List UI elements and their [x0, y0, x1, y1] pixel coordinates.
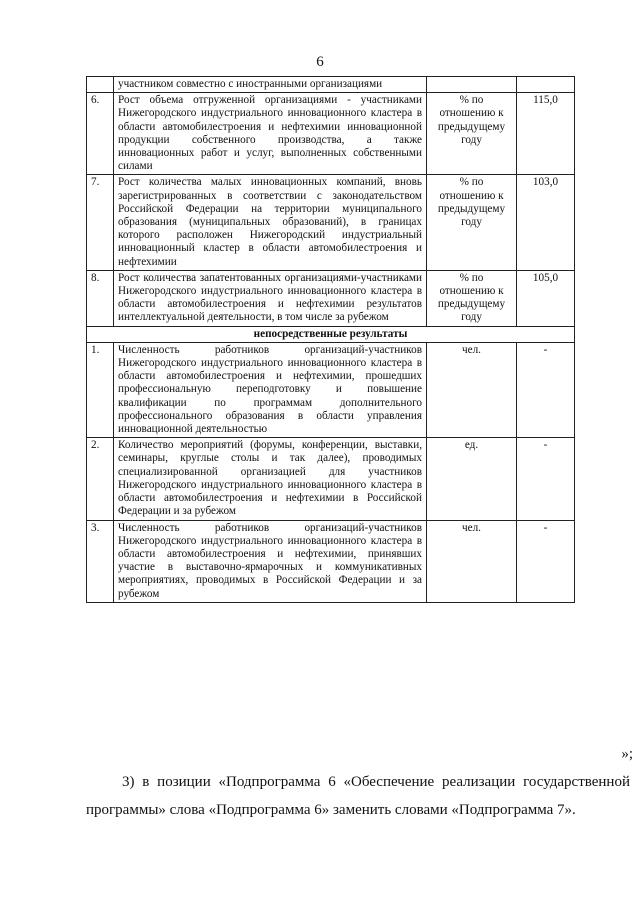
row-value: 105,0 [517, 270, 575, 326]
section-title: непосредственные результаты [87, 326, 575, 342]
row-value: 103,0 [517, 175, 575, 270]
row-unit [427, 77, 517, 93]
row-description: участником совместно с иностранными организациями [114, 77, 427, 93]
row-value: - [517, 342, 575, 437]
row-number: 1. [87, 342, 114, 437]
row-unit: % по отношению к предыдущему году [427, 175, 517, 270]
row-number: 2. [87, 438, 114, 520]
table-row [87, 520, 575, 602]
section-header-row [87, 326, 575, 342]
row-description: Численность работников организаций-участников Нижегородского индустриального инновационного кластера в области автомобилестроения и нефтехимии, прошедших профессиональную переподготовку и повышение квалификации по программам дополнительного профессионального образования в области управления инновационной деятельностью [114, 342, 427, 437]
row-number: 3. [87, 520, 114, 602]
page-number: 6 [316, 54, 324, 70]
row-description: Рост количества запатентованных организациями-участниками Нижегородского индустриального инновационного кластера в области автомобилестроения и нефтехимии результатов интеллектуальной деятельности, в том числе за рубежом [114, 270, 427, 326]
row-unit: % по отношению к предыдущему году [427, 93, 517, 175]
row-number: 6. [87, 93, 114, 175]
row-value: 115,0 [517, 93, 575, 175]
row-description: Численность работников организаций-участников Нижегородского индустриального инновационного кластера в области автомобилестроения и нефтехимии, принявших участие в выставочно-ярмарочных и коммуникативных мероприятиях, проводимых в Российской Федерации и за рубежом [114, 520, 427, 602]
table-row [87, 342, 575, 437]
row-description: Рост количества малых инновационных компаний, вновь зарегистрированных в соответствии с законодательством Российской Федерации на территории муниципального образования (муниципальных образований), в границах которого расположен Нижегородский индустриальный инновационный кластер в области автомобилестроения и нефтехимии [114, 175, 427, 270]
row-unit: ед. [427, 438, 517, 520]
row-description: Рост объема отгруженной организациями - участниками Нижегородского индустриального инновационного кластера в области автомобилестроения и нефтехимии инновационной продукции собственного производства, а также инновационных работ и услуг, выполненных собственными силами [114, 93, 427, 175]
row-value: - [517, 520, 575, 602]
row-unit: чел. [427, 520, 517, 602]
row-number [87, 77, 114, 93]
row-unit: % по отношению к предыдущему году [427, 270, 517, 326]
closing-quote: »; [621, 746, 633, 762]
table-row [87, 270, 575, 326]
row-number: 7. [87, 175, 114, 270]
table-row [87, 175, 575, 270]
indicators-table [86, 76, 575, 603]
table-row [87, 93, 575, 175]
row-description: Количество мероприятий (форумы, конференции, выставки, семинары, круглые столы и так далее), проводимых специализированной организацией для участников Нижегородского индустриального инновационного кластера в области автомобилестроения и нефтехимии в Российской Федерации и за рубежом [114, 438, 427, 520]
row-value [517, 77, 575, 93]
row-unit: чел. [427, 342, 517, 437]
amendment-paragraph [86, 768, 630, 824]
table-row [87, 77, 575, 93]
table-row [87, 438, 575, 520]
row-number: 8. [87, 270, 114, 326]
row-value: - [517, 438, 575, 520]
amendment-text: 3) в позиции «Подпрограмма 6 «Обеспечение реализации государственной программы» слова «Подпрограмма 6» заменить словами «Подпрограмма 7». [86, 774, 630, 818]
